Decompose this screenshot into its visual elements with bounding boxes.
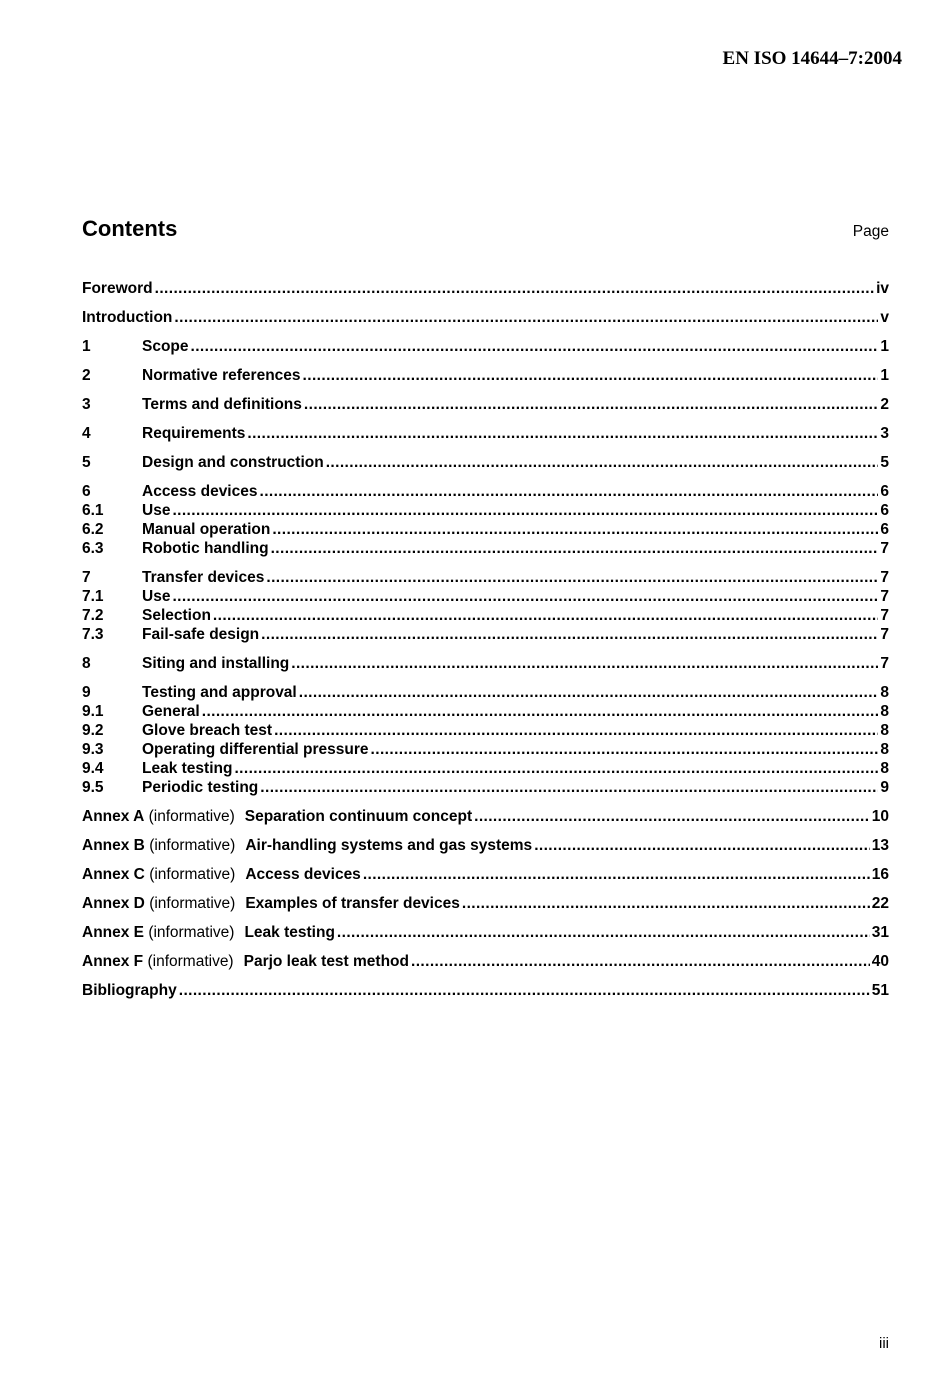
dot-leader: [260, 778, 878, 797]
toc-entry[interactable]: [82, 279, 889, 298]
toc-entry-page: 8: [880, 703, 889, 720]
toc-entry[interactable]: [82, 654, 889, 673]
toc-entry-number: 6.2: [82, 521, 104, 538]
toc-entry[interactable]: [82, 606, 889, 625]
toc-entry-page: 1: [880, 338, 889, 355]
annex-type: (informative): [148, 924, 235, 941]
toc-entry-title: Foreword: [82, 280, 153, 297]
toc-entry-page: 2: [880, 396, 889, 413]
toc-entry-title: Use: [142, 588, 171, 605]
annex-title: Examples of transfer devices: [245, 895, 460, 912]
annex-title: Separation continuum concept: [244, 808, 473, 825]
toc-entry-title: Requirements: [142, 425, 246, 442]
annex-page: 31: [871, 924, 889, 941]
annex-title: Access devices: [245, 866, 361, 883]
annex-entry[interactable]: [82, 865, 889, 884]
bibliography-page: 51: [871, 982, 889, 999]
toc-entry-page: 7: [880, 569, 889, 586]
toc-entry-number: 9.3: [82, 741, 104, 758]
annex-page: 10: [871, 808, 889, 825]
toc-entry-title: Introduction: [82, 309, 173, 326]
toc-entry-title: Terms and definitions: [142, 396, 302, 413]
dot-leader: [172, 501, 878, 520]
toc-entry-number: 9.5: [82, 779, 104, 796]
annex-entry[interactable]: [82, 894, 889, 913]
annex-label: Annex C: [82, 866, 145, 883]
dot-leader: [411, 952, 870, 971]
annex-title: Air-handling systems and gas systems: [245, 837, 533, 854]
annex-type: (informative): [149, 866, 236, 883]
dot-leader: [326, 453, 879, 472]
toc-entry[interactable]: [82, 482, 889, 501]
toc-entry-number: 7.1: [82, 588, 104, 605]
toc-entry-title: Periodic testing: [142, 779, 259, 796]
toc-entry-page: 9: [880, 779, 889, 796]
toc-entry-page: 7: [880, 655, 889, 672]
annex-label: Annex F: [82, 953, 144, 970]
toc-entry-title: Glove breach test: [142, 722, 273, 739]
toc-entry-number: 7.3: [82, 626, 104, 643]
dot-leader: [337, 923, 870, 942]
toc-entry-page: v: [880, 309, 889, 326]
dot-leader: [474, 807, 870, 826]
toc-entry-page: 7: [880, 626, 889, 643]
bibliography-title: Bibliography: [82, 982, 177, 999]
dot-leader: [202, 702, 879, 721]
toc-entry[interactable]: [82, 568, 889, 587]
annex-title: Leak testing: [244, 924, 335, 941]
page-number: iii: [879, 1335, 889, 1352]
toc-entry-page: 6: [880, 483, 889, 500]
dot-leader: [259, 482, 878, 501]
toc-entry-page: 8: [880, 684, 889, 701]
annex-type: (informative): [149, 837, 236, 854]
toc-entry-title: Leak testing: [142, 760, 233, 777]
annex-label: Annex D: [82, 895, 145, 912]
toc-entry-title: Design and construction: [142, 454, 324, 471]
annex-page: 16: [871, 866, 889, 883]
annex-entry[interactable]: [82, 807, 889, 826]
toc-entry[interactable]: [82, 778, 889, 797]
toc-entry[interactable]: [82, 759, 889, 778]
toc-entry-page: 6: [880, 502, 889, 519]
toc-entry-number: 9: [82, 684, 91, 701]
dot-leader: [234, 759, 878, 778]
toc-entry-page: iv: [876, 280, 889, 297]
toc-entry[interactable]: [82, 520, 889, 539]
toc-entry-number: 8: [82, 655, 91, 672]
toc-entry-page: 8: [880, 760, 889, 777]
annex-label: Annex B: [82, 837, 145, 854]
dot-leader: [191, 337, 879, 356]
annex-type: (informative): [148, 808, 235, 825]
toc-entry-title: Transfer devices: [142, 569, 265, 586]
toc-entry[interactable]: [82, 740, 889, 759]
toc-entry-title: Scope: [142, 338, 189, 355]
toc-entry-page: 5: [880, 454, 889, 471]
toc-entry[interactable]: [82, 308, 889, 327]
annex-entry[interactable]: [82, 952, 889, 971]
toc-entry-title: Manual operation: [142, 521, 271, 538]
annex-type: (informative): [147, 953, 234, 970]
dot-leader: [462, 894, 870, 913]
toc-entry-number: 9.2: [82, 722, 104, 739]
page-column-label: Page: [852, 223, 889, 240]
contents-title: Contents: [82, 216, 178, 241]
toc-entry[interactable]: [82, 366, 889, 385]
toc-entry-title: Fail-safe design: [142, 626, 260, 643]
toc-entry-page: 7: [880, 588, 889, 605]
document-id: EN ISO 14644–7:2004: [722, 48, 902, 69]
toc-entry-page: 3: [880, 425, 889, 442]
toc-entry[interactable]: [82, 539, 889, 558]
toc-entry-number: 5: [82, 454, 91, 471]
toc-entry[interactable]: [82, 625, 889, 644]
dot-leader: [291, 654, 878, 673]
annex-page: 13: [871, 837, 889, 854]
toc-entry-page: 7: [880, 607, 889, 624]
toc-entry[interactable]: [82, 395, 889, 414]
toc-entry-number: 6.3: [82, 540, 104, 557]
annex-entry[interactable]: [82, 923, 889, 942]
toc-entry[interactable]: [82, 453, 889, 472]
annex-title: Parjo leak test method: [243, 953, 409, 970]
toc-entry-number: 7.2: [82, 607, 104, 624]
toc-entry-number: 2: [82, 367, 91, 384]
toc-entry-number: 7: [82, 569, 91, 586]
dot-leader: [272, 520, 878, 539]
toc-entry-title: Robotic handling: [142, 540, 269, 557]
toc-entry-number: 4: [82, 425, 91, 442]
toc-entry[interactable]: [82, 587, 889, 606]
dot-leader: [172, 587, 878, 606]
toc-entry-page: 8: [880, 741, 889, 758]
toc-entry-number: 1: [82, 338, 91, 355]
bibliography-entry[interactable]: [82, 981, 889, 1000]
toc-entry-page: 7: [880, 540, 889, 557]
toc-entry[interactable]: [82, 683, 889, 702]
table-of-contents: [82, 279, 889, 1000]
toc-entry[interactable]: [82, 721, 889, 740]
dot-leader: [174, 308, 878, 327]
dot-leader: [247, 424, 878, 443]
annex-entry[interactable]: [82, 836, 889, 855]
annex-page: 40: [871, 953, 889, 970]
annex-label: Annex E: [82, 924, 145, 941]
annex-type: (informative): [149, 895, 236, 912]
dot-leader: [261, 625, 878, 644]
toc-entry-title: General: [142, 703, 200, 720]
toc-entry-number: 3: [82, 396, 91, 413]
dot-leader: [304, 395, 878, 414]
toc-entry[interactable]: [82, 337, 889, 356]
toc-entry-number: 9.1: [82, 703, 104, 720]
dot-leader: [155, 279, 874, 298]
toc-entry[interactable]: [82, 501, 889, 520]
dot-leader: [363, 865, 870, 884]
toc-entry-title: Testing and approval: [142, 684, 297, 701]
toc-entry[interactable]: [82, 424, 889, 443]
toc-entry-title: Use: [142, 502, 171, 519]
toc-entry-title: Siting and installing: [142, 655, 290, 672]
toc-entry-title: Operating differential pressure: [142, 741, 369, 758]
dot-leader: [299, 683, 879, 702]
dot-leader: [371, 740, 879, 759]
toc-entry-page: 1: [880, 367, 889, 384]
dot-leader: [271, 539, 879, 558]
toc-entry[interactable]: [82, 702, 889, 721]
dot-leader: [303, 366, 879, 385]
toc-entry-page: 6: [880, 521, 889, 538]
toc-entry-title: Access devices: [142, 483, 258, 500]
dot-leader: [213, 606, 878, 625]
annex-label: Annex A: [82, 808, 145, 825]
dot-leader: [534, 836, 870, 855]
dot-leader: [266, 568, 878, 587]
toc-entry-title: Selection: [142, 607, 211, 624]
toc-entry-number: 9.4: [82, 760, 104, 777]
annex-page: 22: [871, 895, 889, 912]
dot-leader: [179, 981, 870, 1000]
toc-entry-number: 6: [82, 483, 91, 500]
toc-entry-title: Normative references: [142, 367, 301, 384]
toc-entry-page: 8: [880, 722, 889, 739]
dot-leader: [274, 721, 878, 740]
toc-entry-number: 6.1: [82, 502, 104, 519]
